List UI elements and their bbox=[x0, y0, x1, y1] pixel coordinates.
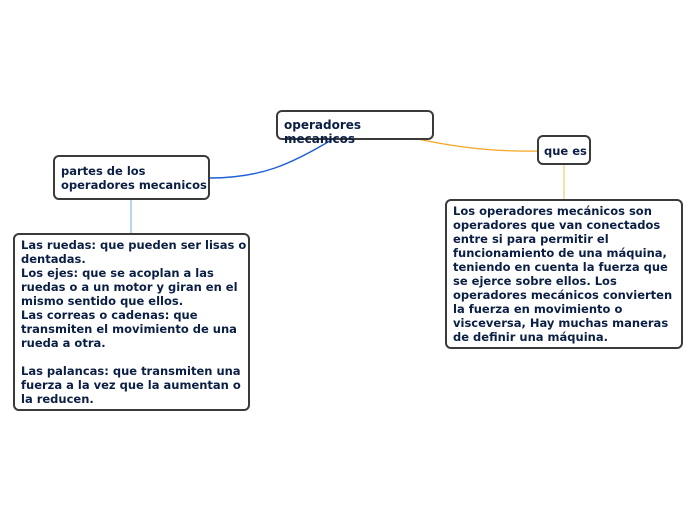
connector-root-to-que-es bbox=[418, 139, 537, 151]
topic-node-que-es[interactable]: que es bbox=[537, 135, 591, 165]
central-topic-node[interactable]: operadores mecanicos bbox=[276, 110, 434, 140]
topic-node-partes[interactable]: partes de los operadores mecanicos bbox=[53, 155, 210, 200]
subtopic-node-que-es-description[interactable]: Los operadores mecánicos son operadores que van conectados entre si para permitir el funcionamiento de una máquina, teniendo en cuenta la fuerza que se ejerce sobre ellos. Los operadores mecánicos convierten la fuerza en movimiento o visceversa, Hay muchas maneras de definir una máquina. bbox=[445, 199, 683, 349]
subtopic-node-partes-description[interactable]: Las ruedas: que pueden ser lisas o dentadas. Los ejes: que se acoplan a las ruedas o a un motor y giran en el mismo sentido que ellos. Las correas o cadenas: que transmiten el movimiento de una rueda a otra. Las palancas: que transmiten una fuerza a la vez que la aumentan o la reducen. bbox=[13, 233, 250, 411]
